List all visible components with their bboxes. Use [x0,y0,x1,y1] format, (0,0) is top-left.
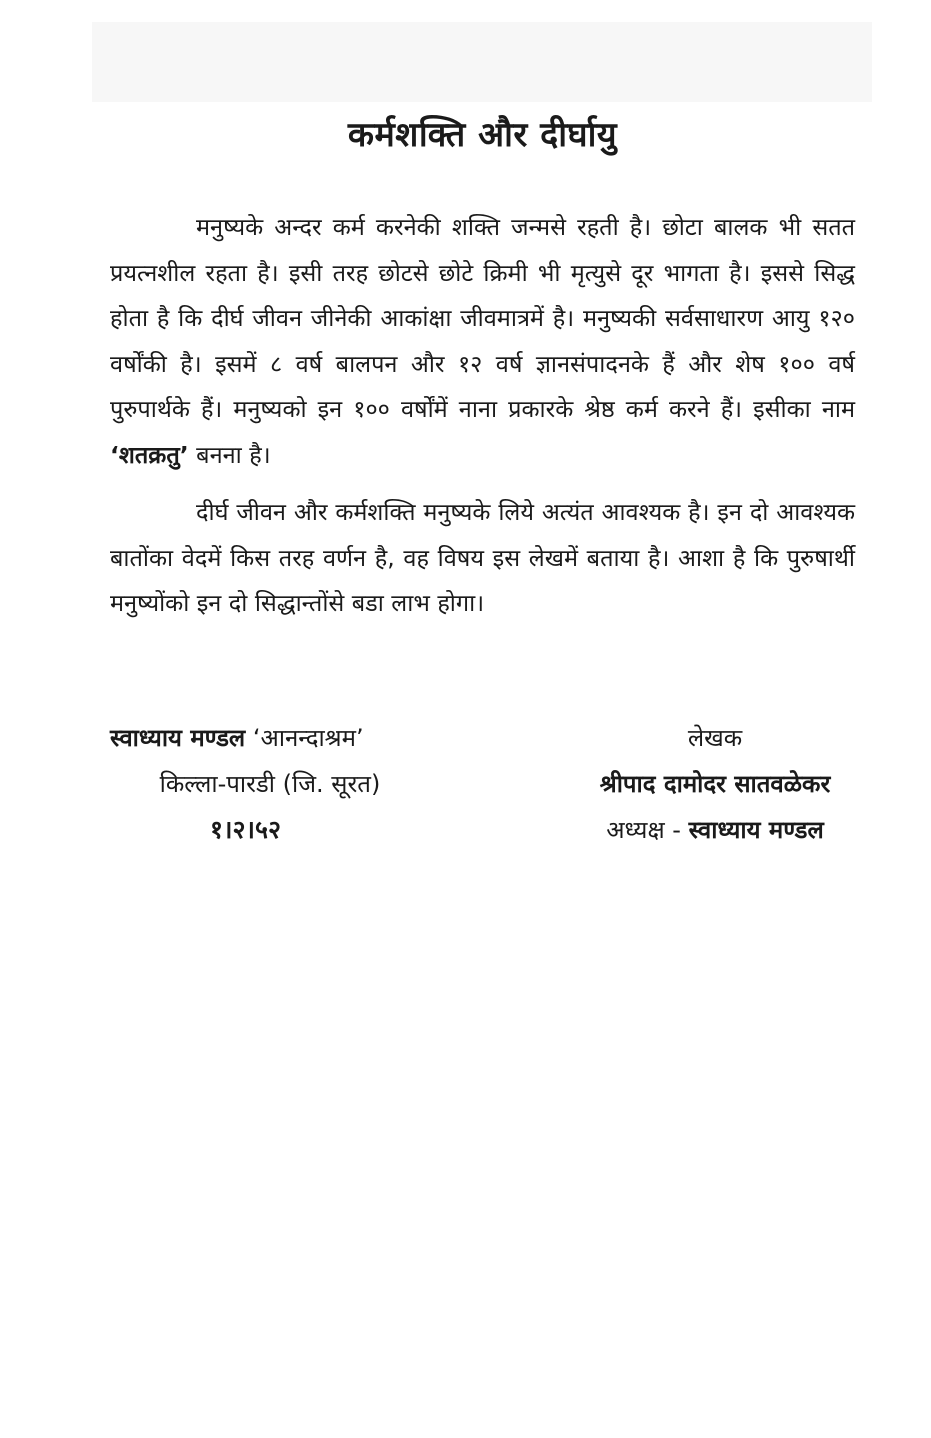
page-header-band [92,22,872,102]
publisher-line [110,715,430,761]
paragraph-1 [110,205,855,478]
publisher-org: स्वाध्याय मण्डल [110,724,246,752]
paragraph-2: दीर्घ जीवन और कर्मशक्ति मनुष्यके लिये अत्यंत आवश्यक है। इन दो आवश्यक बातोंका वेदमें किस तरह वर्णन है, वह विषय इस लेखमें बताया है। आशा है कि पुरुषार्थी मनुष्योंको इन दो सिद्धान्तोंसे बडा लाभ होगा। [110,498,855,617]
publisher-date: १।२।५२ [210,815,281,844]
paragraph-1-emphasis: ‘शतक्रतु’ [110,440,189,469]
author-position-org: स्वाध्याय मण्डल [688,816,824,844]
author-position [570,807,860,853]
publisher-ashram: ‘आनन्दाश्रम’ [245,724,364,752]
author-position-prefix: अध्यक्ष - [606,816,689,844]
author-role: लेखक [687,724,743,752]
page-title: कर्मशक्ति और दीर्घायु [347,115,618,155]
author-name: श्रीपाद दामोदर सातवळेकर [599,770,831,798]
author-block [570,715,860,853]
publisher-place: किल्ला-पारडी (जि. सूरत) [159,770,381,798]
paragraph-1-text: मनुष्यके अन्दर कर्म करनेकी शक्ति जन्मसे रहती है। छोटा बालक भी सतत प्रयत्नशील रहता है। इसी तरह छोटसे छोटे क्रिमी भी मृत्युसे दूर भागता है। इससे सिद्ध होता है कि दीर्घ जीवन जीनेकी आकांक्षा जीवमात्रमें है। मनुष्यकी सर्वसाधारण आयु १२० वर्षोंकी है। इसमें ८ वर्ष बालपन और १२ वर्ष ज्ञानसंपादनके हैं और शेष १०० वर्ष पुरुपार्थके हैं। मनुष्यको इन १०० वर्षोंमें नाना प्रकारके श्रेष्ठ कर्म करने हैं। इसीका नाम [110,213,855,423]
paragraph-1-tail: बनना है। [188,440,271,469]
publisher-block [110,715,430,853]
preface-body [110,205,855,627]
